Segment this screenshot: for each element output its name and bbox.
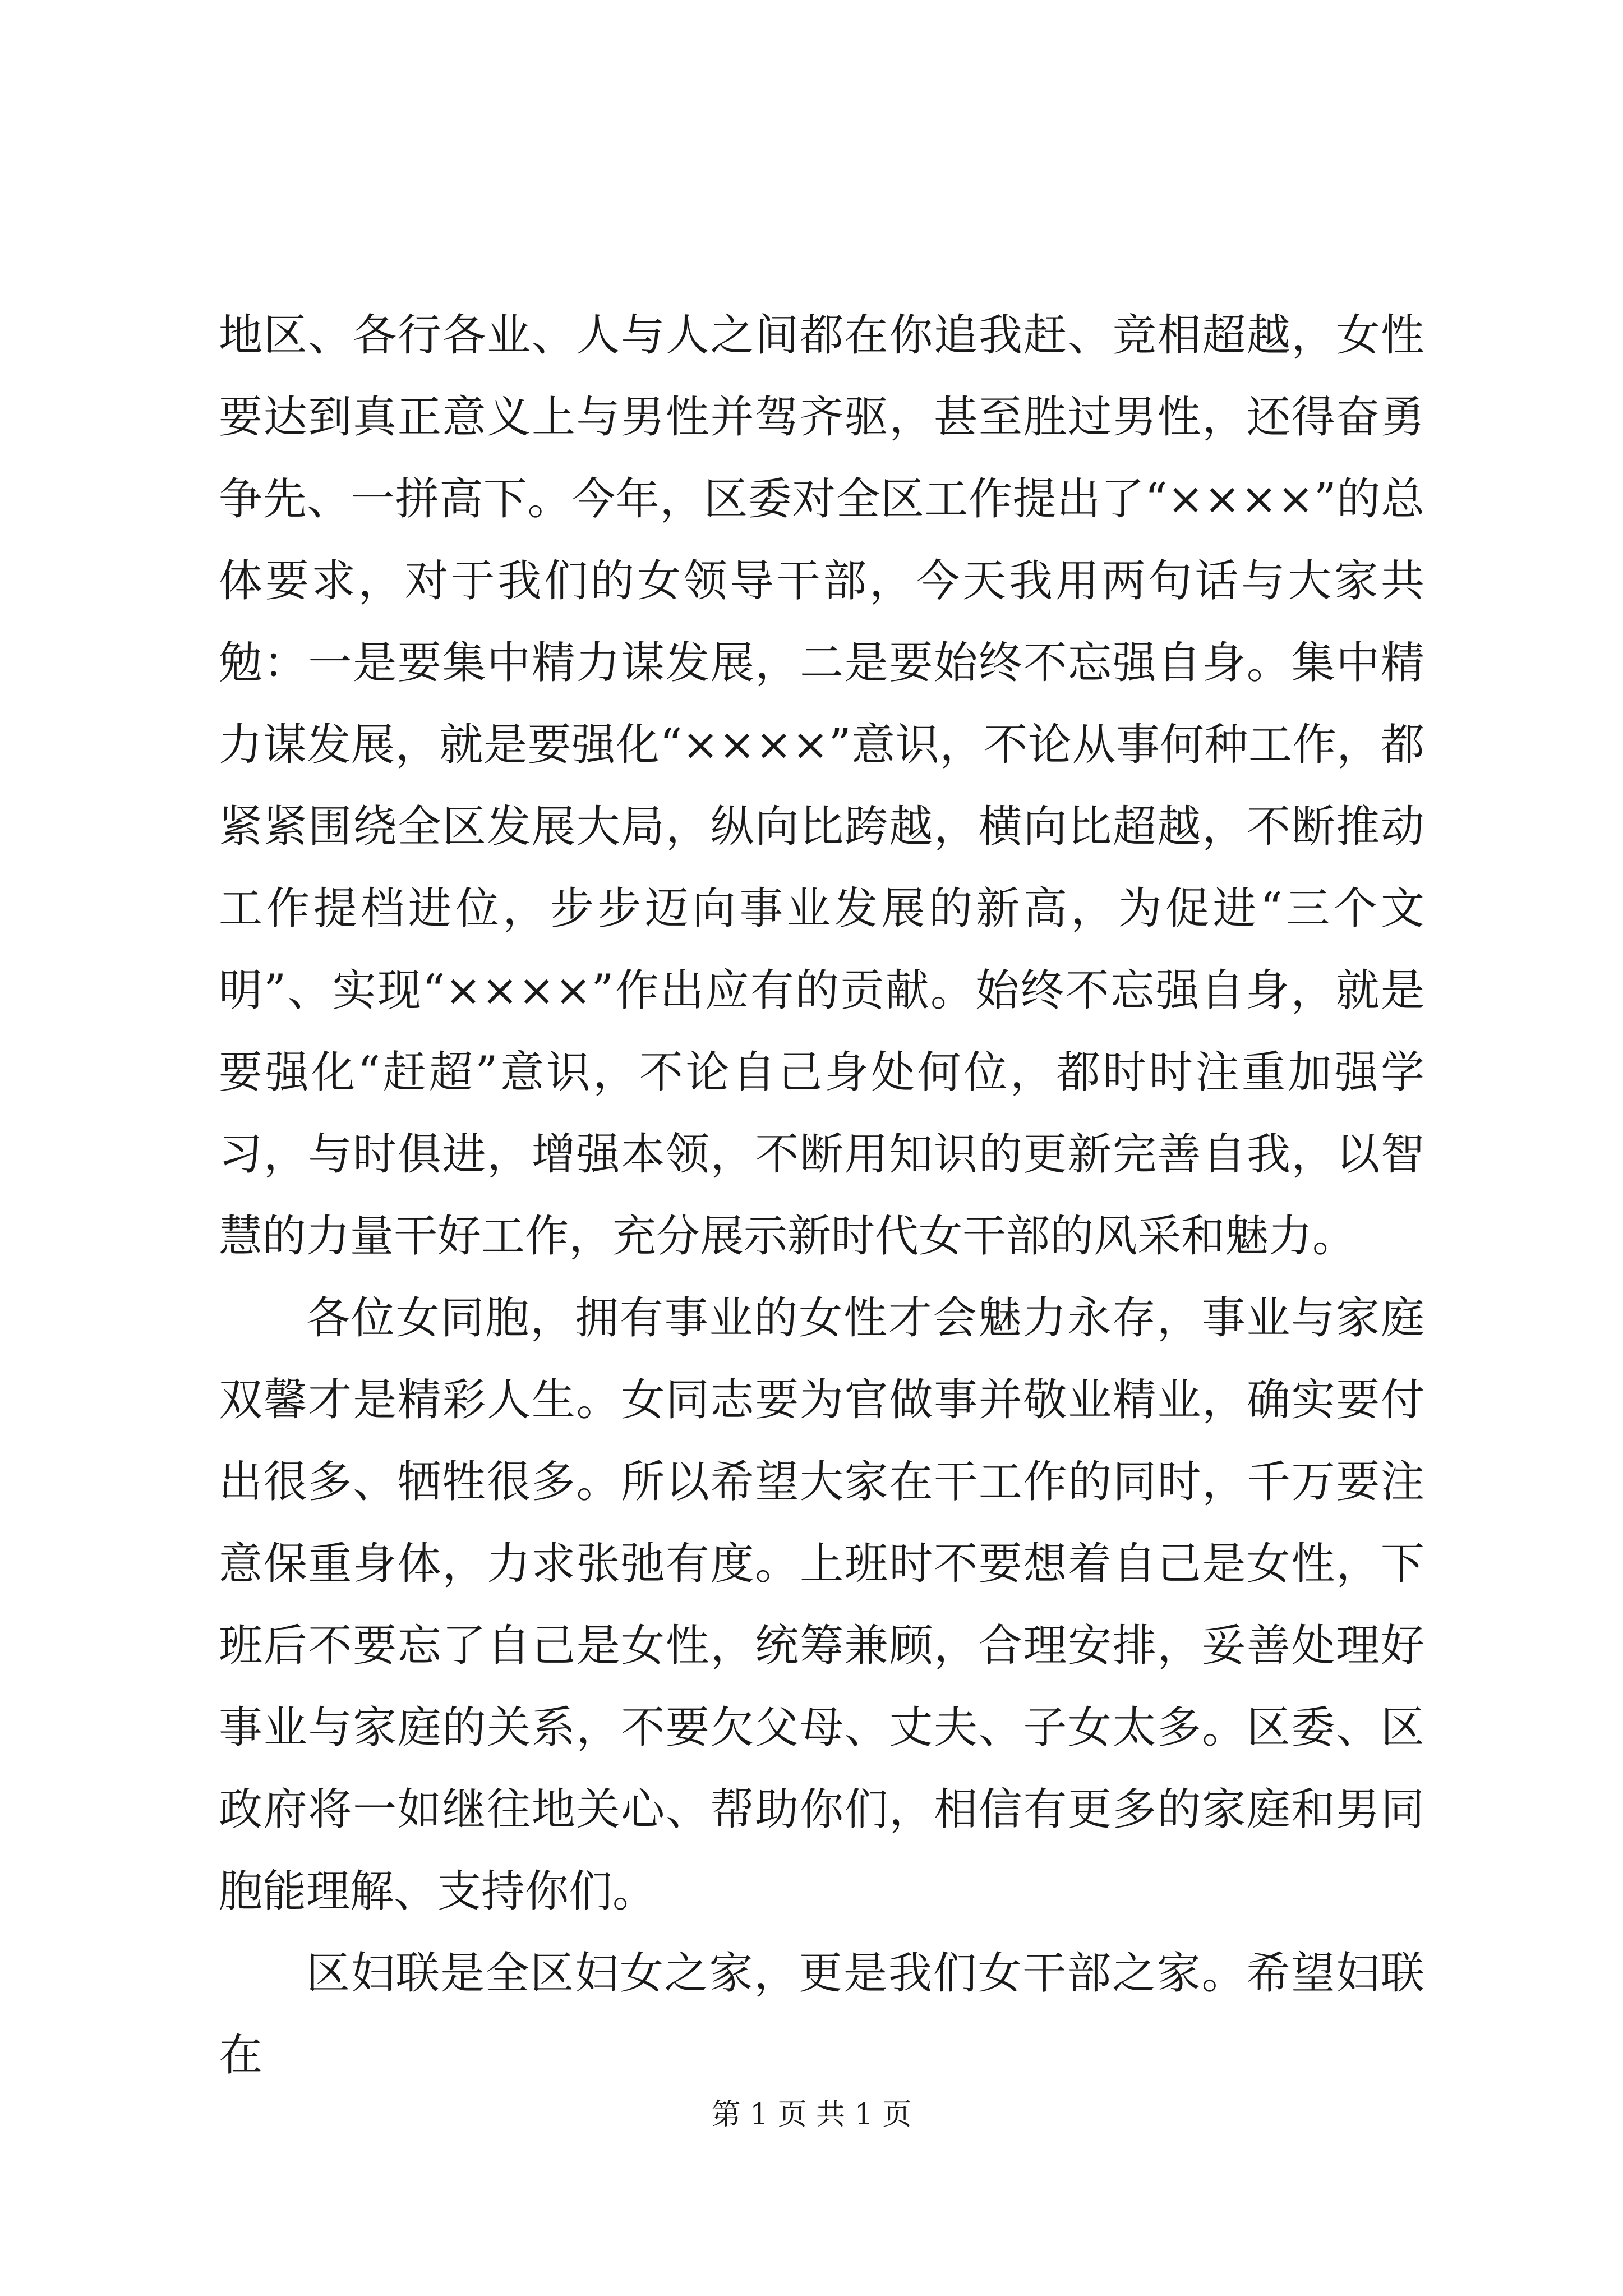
paragraph-2: 各位女同胞，拥有事业的女性才会魅力永存，事业与家庭双馨才是精彩人生。女同志要为官做事并敬业精业，确实要付出很多、牺牲很多。所以希望大家在干工作的同时，千万要注意保重身体，力求张弛有度。上班时不要想着自己是女性，下班后不要忘了自己是女性，统筹兼顾，合理安排，妥善处理好事业与家庭的关系，不要欠父母、丈夫、子女太多。区委、区政府将一如继往地关心、帮助你们，相信有更多的家庭和男同胞能理解、支持你们。 (219, 1293, 1424, 1917)
paragraph-3: 区妇联是全区妇女之家，更是我们女干部之家。希望妇联在 (219, 1948, 1424, 2081)
page-number-label: 第 1 页 共 1 页 (711, 2098, 912, 2132)
page-footer (0, 2095, 1623, 2134)
paragraph-1: 地区、各行各业、人与人之间都在你追我赶、竞相超越，女性要达到真正意义上与男性并驾齐驱，甚至胜过男性，还得奋勇争先、一拼高下。今年，区委对全区工作提出了“××××”的总体要求，对于我们的女领导干部，今天我用两句话与大家共勉：一是要集中精力谋发展，二是要始终不忘强自身。集中精力谋发展，就是要强化“××××”意识，不论从事何种工作，都紧紧围绕全区发展大局，纵向比跨越，横向比超越，不断推动工作提档进位，步步迈向事业发展的新高，为促进“三个文明”、实现“××××”作出应有的贡献。始终不忘强自身，就是要强化“赶超”意识，不论自己身处何位，都时时注重加强学习，与时俱进，增强本领，不断用知识的更新完善自我，以智慧的力量干好工作，充分展示新时代女干部的风采和魅力。 (219, 310, 1424, 1262)
body-text (219, 295, 1424, 2096)
